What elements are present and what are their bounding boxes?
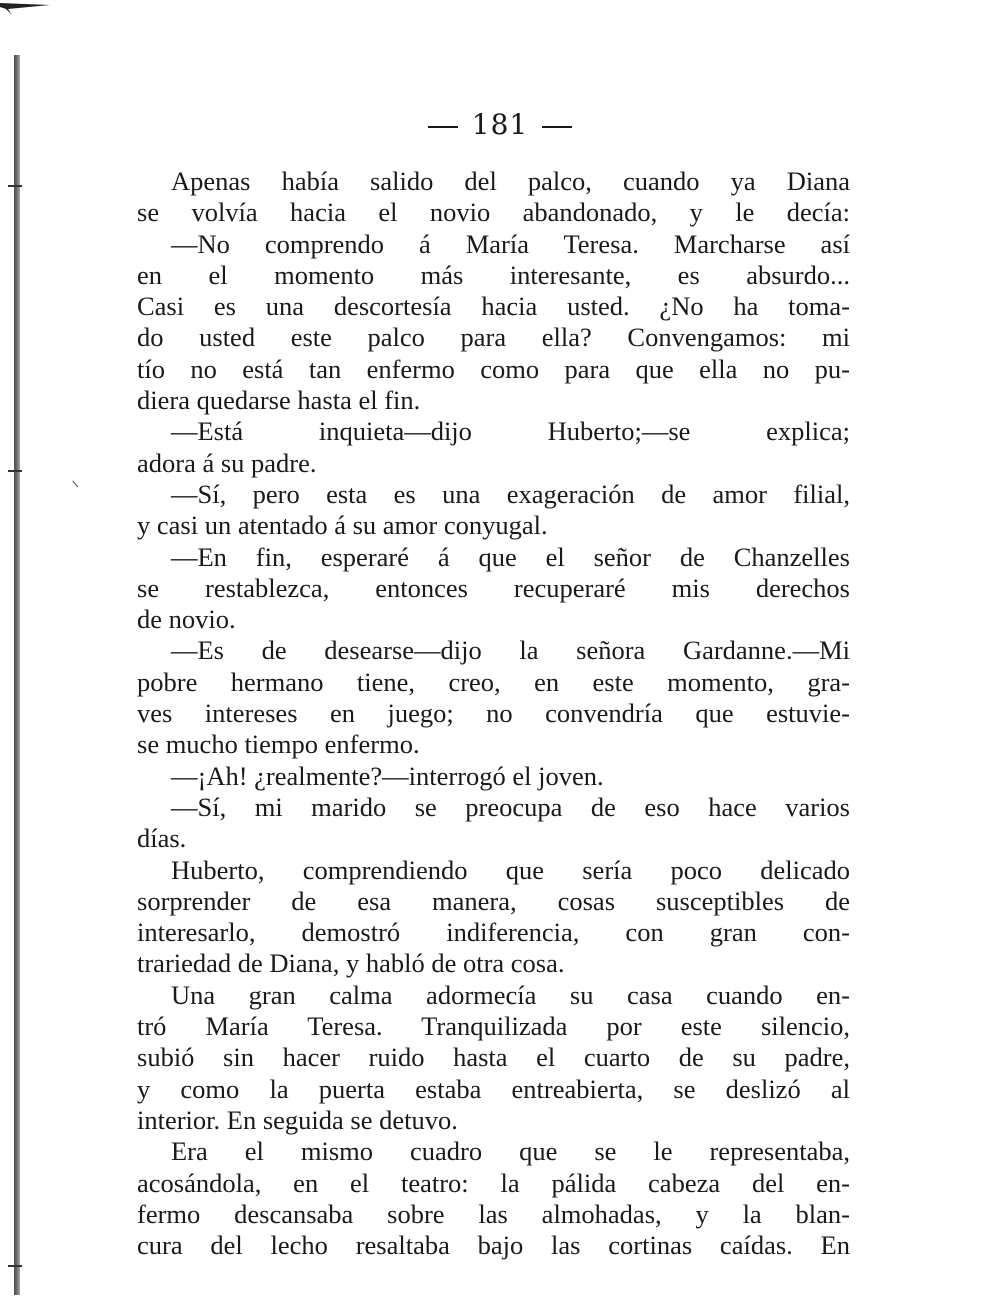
text-line: tío no está tan enfermo como para que ella no pu- [137, 353, 850, 384]
binding-mark [8, 1265, 22, 1267]
text-line: Casi es una descortesía hacia usted. ¿No ha toma- [137, 291, 850, 322]
text-line: se restablezca, entonces recuperaré mis derechos [137, 572, 850, 603]
text-line: —Es de desearse—dijo la señora Gardanne.—Mi [171, 635, 850, 666]
stray-mark [72, 477, 83, 488]
text-line: trariedad de Diana, y habló de otra cosa. [137, 948, 565, 979]
text-line: Huberto, comprendiendo que sería poco delicado [171, 854, 850, 885]
text-line: do usted este palco para ella? Convengamos: mi [137, 322, 850, 353]
text-line: —Sí, pero esta es una exageración de amor filial, [171, 478, 850, 509]
text-line: y como la puerta estaba entreabierta, se deslizó al [137, 1073, 850, 1104]
page-number-dash-right [542, 126, 572, 128]
text-line: —Está inquieta—dijo Huberto;—se explica; [171, 416, 850, 447]
text-line: Una gran calma adormecía su casa cuando en- [171, 979, 850, 1010]
text-line: Apenas había salido del palco, cuando ya Diana [171, 166, 850, 196]
text-line: subió sin hacer ruido hasta el cuarto de su padre, [137, 1042, 850, 1073]
text-line: interior. En seguida se detuvo. [137, 1104, 458, 1135]
page-number-dash-left [428, 126, 458, 128]
text-line: adora á su padre. [137, 447, 317, 478]
text-line: —Sí, mi marido se preocupa de eso hace varios [171, 791, 850, 822]
text-line: —En fin, esperaré á que el señor de Chanzelles [171, 541, 850, 572]
binding-mark [8, 470, 22, 472]
text-line: diera quedarse hasta el fin. [137, 385, 421, 416]
text-line: —¡Ah! ¿realmente?—interrogó el joven. [171, 760, 604, 791]
text-line: se volvía hacia el novio abandonado, y le decía: [137, 197, 850, 228]
text-line: interesarlo, demostró indiferencia, con gran con- [137, 917, 850, 948]
text-line: y casi un atentado á su amor conyugal. [137, 510, 548, 541]
text-line: días. [137, 823, 187, 854]
text-line: sorprender de esa manera, cosas susceptibles de [137, 885, 850, 916]
text-line: se mucho tiempo enfermo. [137, 729, 420, 760]
text-line: Era el mismo cuadro que se le representaba, [171, 1136, 850, 1167]
page-binding-edge [14, 55, 20, 1295]
page-number-text: 181 [471, 108, 529, 141]
text-line: fermo descansaba sobre las almohadas, y la blan- [137, 1198, 850, 1229]
text-line: ves intereses en juego; no convendría que estuvie- [137, 698, 850, 729]
text-line: pobre hermano tiene, creo, en este momento, gra- [137, 666, 850, 697]
page-number [0, 108, 1000, 141]
corner-mark [0, 0, 50, 14]
body-text [137, 166, 850, 1261]
text-line: en el momento más interesante, es absurdo... [137, 259, 850, 290]
text-line: cura del lecho resaltaba bajo las cortinas caídas. En [137, 1230, 850, 1261]
text-line: tró María Teresa. Tranquilizada por este silencio, [137, 1011, 850, 1042]
binding-mark [8, 185, 22, 187]
text-line: —No comprendo á María Teresa. Marcharse así [171, 228, 850, 259]
text-line: de novio. [137, 604, 236, 635]
text-line: acosándola, en el teatro: la pálida cabeza del en- [137, 1167, 850, 1198]
